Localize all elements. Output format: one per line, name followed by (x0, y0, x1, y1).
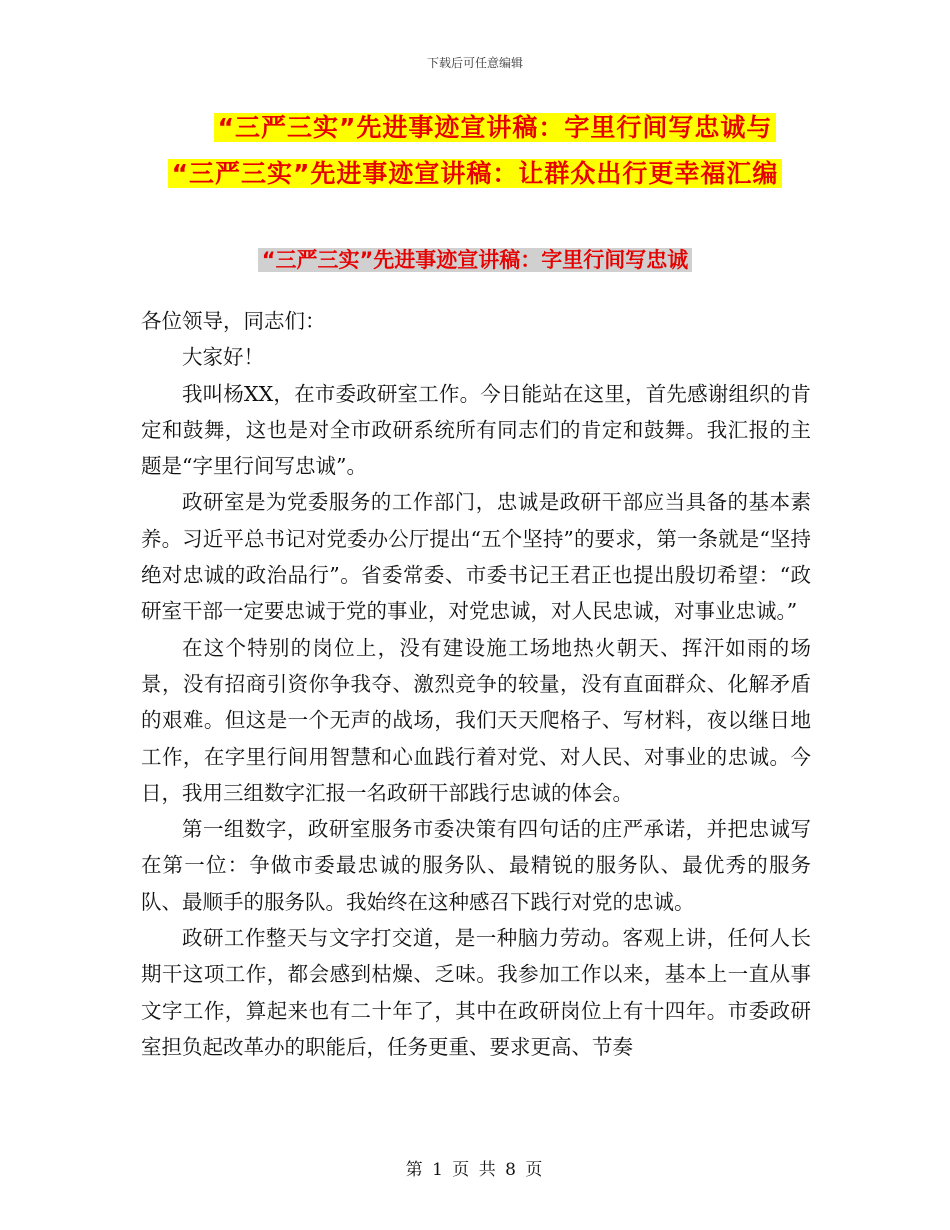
paragraph: 第一组数字，政研室服务市委决策有四句话的庄严承诺，并把忠诚写在第一位：争做市委最忠诚的服务队、最精锐的服务队、最优秀的服务队、最顺手的服务队。我始终在这种感召下践行对党的忠诚。 (141, 817, 811, 914)
paragraph: 在这个特别的岗位上，没有建设施工场地热火朝天、挥汗如雨的场景，没有招商引资你争我夺、激烈竞争的较量，没有直面群众、化解矛盾的艰难。但这是一个无声的战场，我们天天爬格子、写材料，夜以继日地工作，在字里行间用智慧和心血践行着对党、对人民、对事业的忠诚。今日，我用三组数字汇报一名政研干部践行忠诚的体会。 (141, 635, 811, 805)
page-footer: 第 1 页 共 8 页 (405, 1160, 545, 1180)
title-line-2-text: “三严三实”先进事迹宣讲稿：让群众出行更幸福汇编 (168, 159, 783, 188)
title-line-1-text: “三严三实”先进事迹宣讲稿：字里行间写忠诚与 (214, 113, 777, 142)
document-title-line-1 (0, 110, 950, 146)
paragraph: 大家好！ (182, 345, 264, 370)
header-note: 下载后可任意编辑 (426, 56, 523, 70)
section-title (0, 243, 950, 277)
section-title-text: “三严三实”先进事迹宣讲稿：字里行间写忠诚 (258, 248, 693, 272)
body-text (141, 303, 811, 1065)
paragraph: 政研室是为党委服务的工作部门，忠诚是政研干部应当具备的基本素养。习近平总书记对党委办公厅提出“五个坚持”的要求，第一条就是“坚持绝对忠诚的政治品行”。省委常委、市委书记王君正也提出殷切希望：“政研室干部一定要忠诚于党的事业，对党忠诚，对人民忠诚，对事业忠诚。” (141, 490, 811, 624)
salutation: 各位领导，同志们： (141, 309, 326, 333)
document-title-line-2 (0, 156, 950, 192)
paragraph: 政研工作整天与文字打交道，是一种脑力劳动。客观上讲，任何人长期干这项工作，都会感到枯燥、乏味。我参加工作以来，基本上一直从事文字工作，算起来也有二十年了，其中在政研岗位上有十四年。市委政研室担负起改革办的职能后，任务更重、要求更高、节奏 (141, 926, 811, 1059)
paragraph: 我叫杨XX，在市委政研室工作。今日能站在这里，首先感谢组织的肯定和鼓舞，这也是对全市政研系统所有同志们的肯定和鼓舞。我汇报的主题是“字里行间写忠诚”。 (141, 381, 811, 479)
